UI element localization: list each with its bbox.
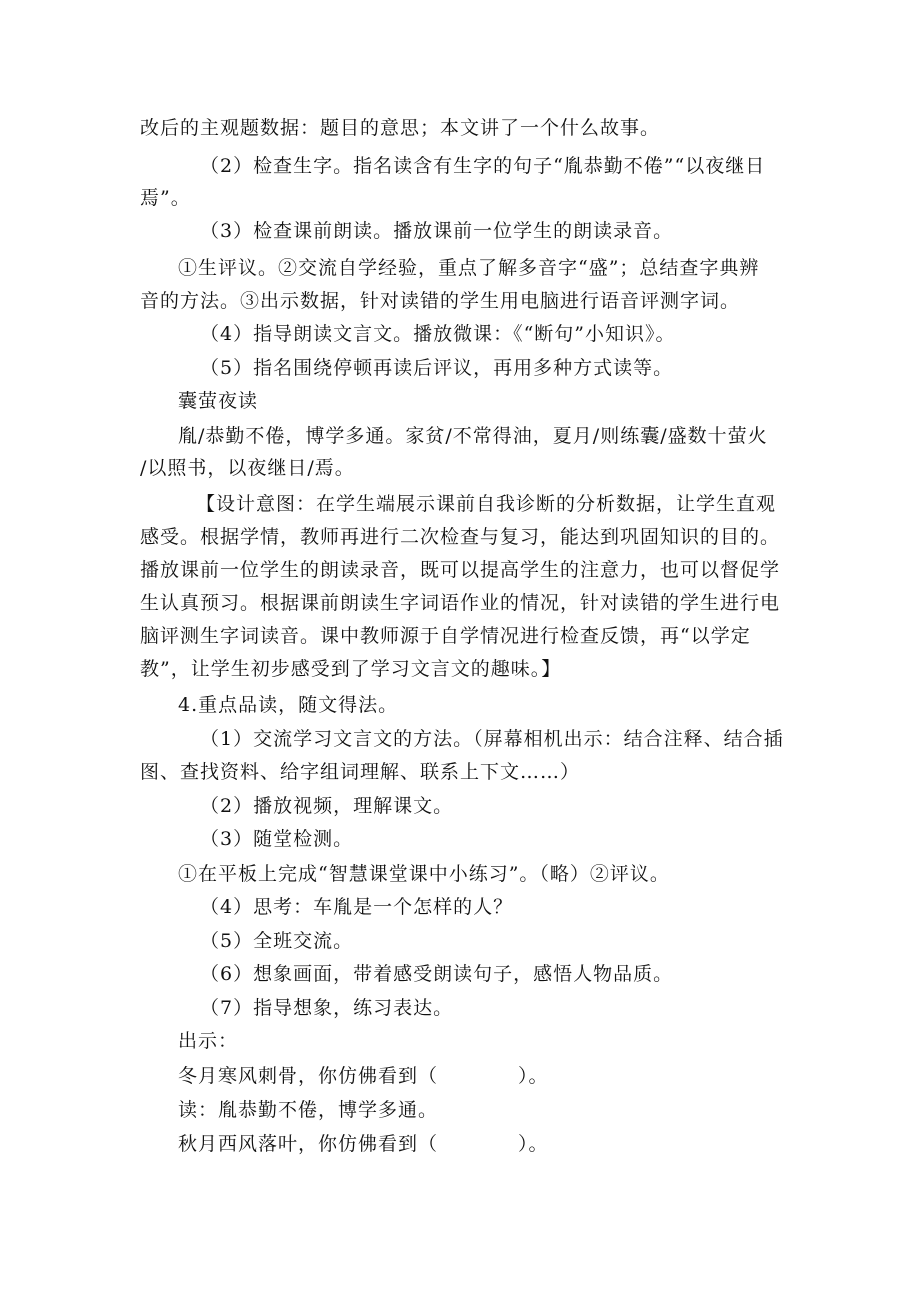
text-line: （2）播放视频，理解课文。 [200,795,454,817]
text-line: （6）想象画面，带着感受朗读句子，感悟人物品质。 [200,963,674,985]
text-line: 【设计意图：在学生端展示课前自我诊断的分析数据，让学生直观 [196,493,777,515]
text-line: ①生评议。②交流自学经验，重点了解多音字“盛”；总结查字典辨 [178,257,760,279]
text-line: （2）检查生字。指名读含有生字的句子“胤恭勤不倦”“以夜继日 [200,155,766,177]
section-heading: 囊萤夜读 [178,390,259,412]
text-line: 生认真预习。根据课前朗读生字词语作业的情况，针对读错的学生进行电 [140,592,781,614]
text-line: 出示： [178,1030,239,1052]
text-line: 音的方法。③出示数据，针对读错的学生用电脑进行语音评测字词。 [140,290,741,312]
text-line: 图、查找资料、给字组词理解、联系上下文……） [140,761,581,783]
text-line: 读：胤恭勤不倦，博学多通。 [178,1099,439,1121]
text-line: （4）指导朗读文言文。播放微课：《“断句”小知识》。 [200,323,676,345]
text-line: 秋月西风落叶，你仿佛看到（ ）。 [178,1133,549,1155]
text-line: （5）指名围绕停顿再读后评议，再用多种方式读等。 [200,357,674,379]
text-line: （7）指导想象，练习表达。 [200,997,454,1019]
text-line: （5）全班交流。 [200,930,354,952]
text-line: 焉”。 [140,187,191,209]
text-line: 脑评测生字词读音。课中教师源于自学情况进行检查反馈，再“以学定 [140,625,751,647]
text-line: 教”，让学生初步感受到了学习文言文的趣味。】 [140,658,562,680]
text-line: 胤/恭勤不倦，博学多通。家贫/不常得油，夏月/则练囊/盛数十萤火 [178,425,768,447]
text-line: 改后的主观题数据：题目的意思；本文讲了一个什么故事。 [140,117,661,139]
text-line: ①在平板上完成“智慧课堂课中小练习”。（略）②评议。 [178,863,670,885]
text-line: （3）检查课前朗读。播放课前一位学生的朗读录音。 [200,220,674,242]
text-line: 冬月寒风刺骨，你仿佛看到（ ）。 [178,1065,549,1087]
text-line: 4.重点品读，随文得法。 [178,694,399,716]
text-line: （4）思考：车胤是一个怎样的人？ [200,896,514,918]
text-line: （1）交流学习文言文的方法。（屏幕相机出示：结合注释、结合插 [200,728,784,750]
text-line: （3）随堂检测。 [200,828,354,850]
text-line: 感受。根据学情，教师再进行二次检查与复习，能达到巩固知识的目的。 [140,526,781,548]
text-line: 播放课前一位学生的朗读录音，既可以提高学生的注意力，也可以督促学 [140,559,781,581]
text-line: /以照书，以夜继日/焉。 [140,457,355,479]
